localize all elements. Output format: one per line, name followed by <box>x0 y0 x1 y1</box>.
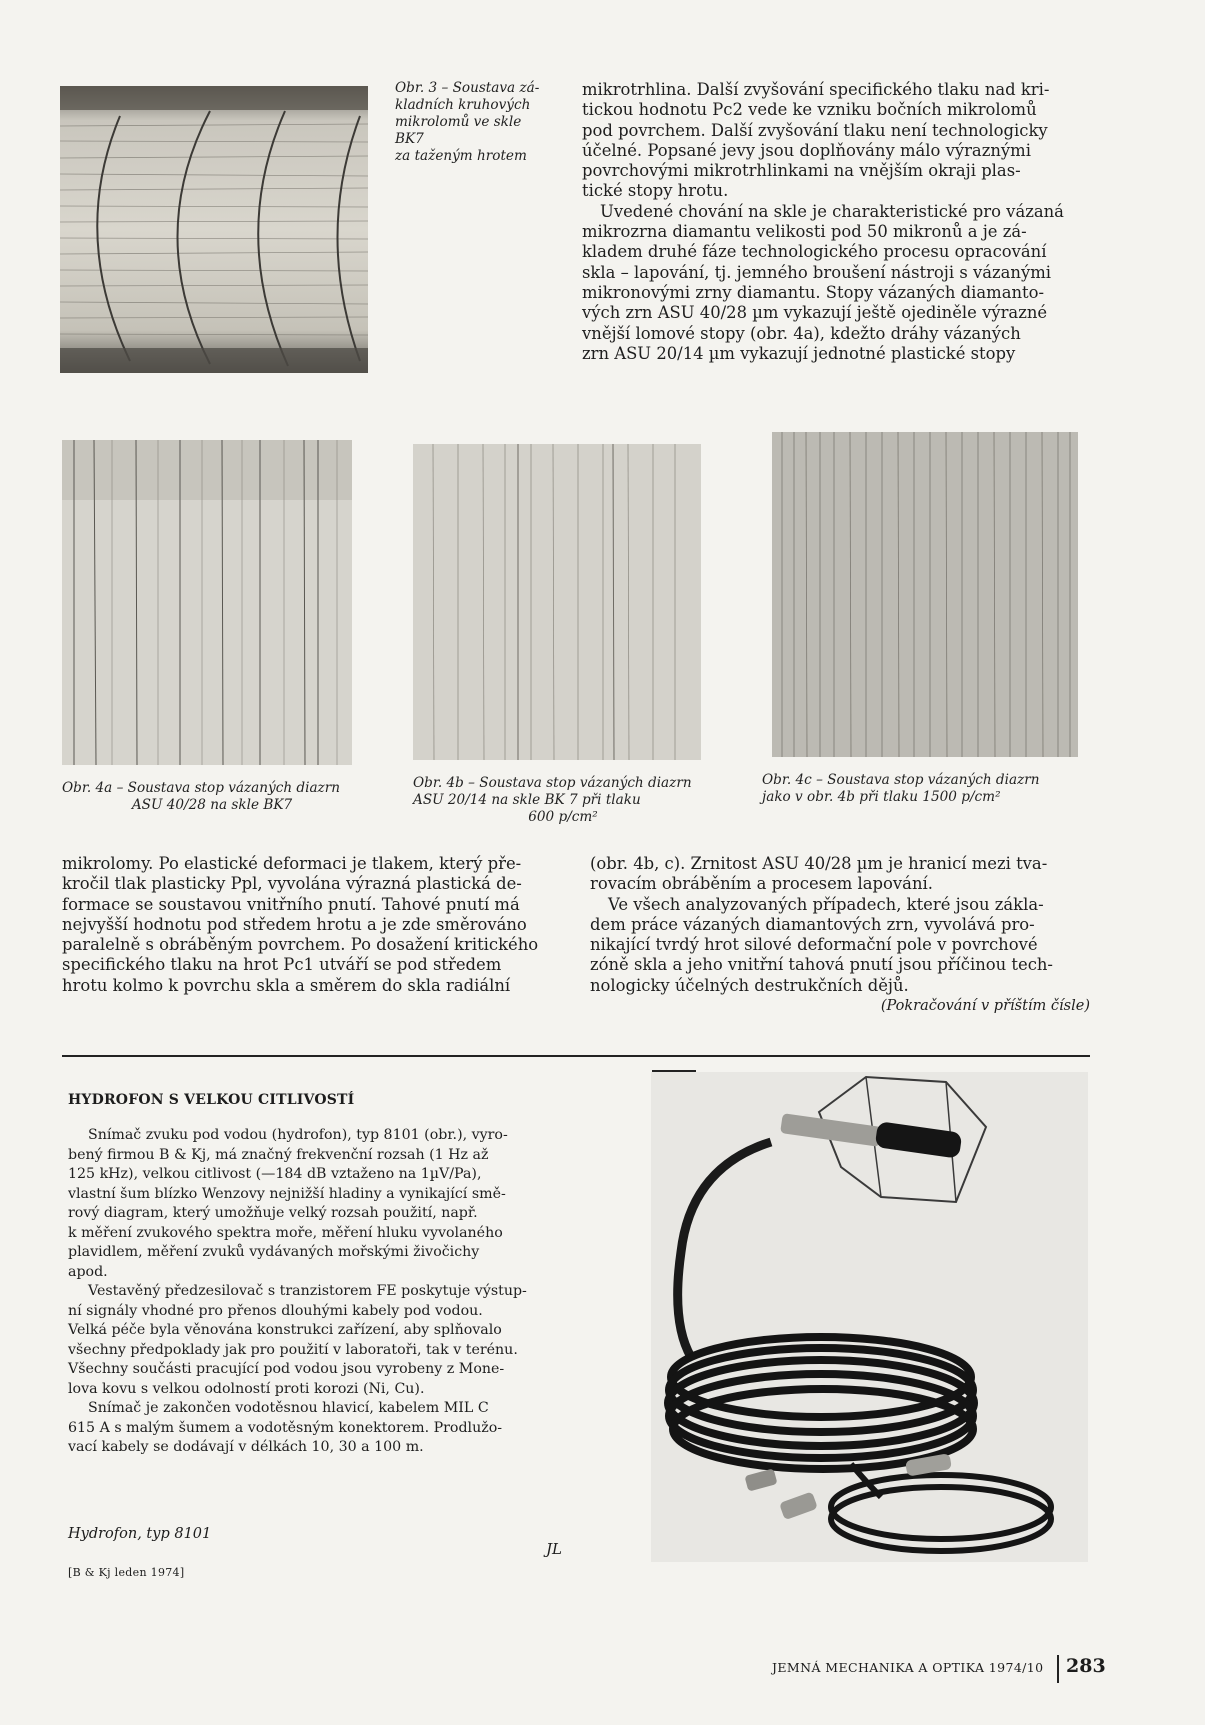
text-line: účelné. Popsané jevy jsou doplňovány málo výraznými <box>582 140 1031 160</box>
text-line: Všechny součásti pracující pod vodou jsou vyrobeny z Mone- <box>68 1361 505 1377</box>
caption-line: 600 p/cm² <box>528 809 598 825</box>
top-right-text <box>582 80 1086 364</box>
caption-line: mikrolomů ve skle <box>395 114 522 130</box>
figure-3-photo <box>60 86 368 373</box>
text-line: plavidlem, měření zvuků vydávaných mořskými živočichy <box>68 1244 480 1260</box>
caption-line: Obr. 4b – Soustava stop vázaných diazrn <box>413 775 692 791</box>
text-line: hrotu kolmo k povrchu skla a směrem do skla radiální <box>62 975 511 995</box>
journal-footer: JEMNÁ MECHANIKA A OPTIKA 1974/10 <box>772 1660 1044 1675</box>
text-line: dem práce vázaných diamantových zrn, vyvolává pro- <box>590 914 1035 934</box>
caption-line: BK7 <box>395 131 424 147</box>
text-line: k měření zvukového spektra moře, měření hluku vyvolaného <box>68 1224 503 1241</box>
text-line: rový diagram, který umožňuje velký rozsah použití, např. <box>68 1205 478 1221</box>
text-line: 615 A s malým šumem a vodotěsným konektorem. Prodlužo- <box>68 1419 503 1436</box>
text-line: vých zrn ASU 40/28 µm vykazují ještě ojediněle výrazné <box>582 303 1048 323</box>
text-line: kročil tlak plasticky Ppl, vyvolána výrazná plastická de- <box>62 874 522 894</box>
caption-line: Obr. 4a – Soustava stop vázaných diazrn <box>62 780 340 796</box>
figure-4b-photo <box>413 444 701 760</box>
text-line: Snímač zvuku pod vodou (hydrofon), typ 8101 (obr.), vyro- <box>88 1127 508 1143</box>
text-line: lova kovu s velkou odolností proti korozi (Ni, Cu). <box>68 1380 425 1397</box>
caption-line: Obr. 3 – Soustava zá- <box>395 80 540 96</box>
text-line: Ve všech analyzovaných případech, které jsou zákla- <box>608 894 1044 914</box>
figure-4b-caption <box>413 775 713 826</box>
caption-line: ASU 40/28 na skle BK7 <box>131 797 293 813</box>
caption-line: Obr. 4c – Soustava stop vázaných diazrn <box>762 772 1040 788</box>
text-line: povrchovými mikrotrhlinkami na vnějším okraji plas- <box>582 161 1021 181</box>
page-number: 283 <box>1066 1655 1106 1677</box>
caption-line: jako v obr. 4b při tlaku 1500 p/cm² <box>762 789 1001 805</box>
continuation-note: (Pokračování v příštím čísle) <box>880 998 1090 1015</box>
text-line: paralelně s obráběným povrchem. Po dosažení kritického <box>62 935 539 955</box>
text-line: mikrolomy. Po elastické deformaci je tlakem, který pře- <box>62 854 522 873</box>
middle-right-text <box>590 854 1090 1016</box>
text-line: skla – lapování, tj. jemného broušení nástroji s vázanými <box>582 262 1051 282</box>
text-line: (obr. 4b, c). Zrnitost ASU 40/28 µm je hranicí mezi tva- <box>590 854 1048 873</box>
caption-line: kladních kruhových <box>395 97 531 113</box>
text-line: apod. <box>68 1263 108 1280</box>
text-line: pod povrchem. Další zvyšování tlaku není technologicky <box>582 120 1048 140</box>
text-line: bený firmou B & Kj, má značný frekvenční rozsah (1 Hz až <box>68 1146 489 1163</box>
text-line: nejvyšší hodnotu pod středem hrotu a je zde směrováno <box>62 914 527 934</box>
middle-left-text <box>62 854 567 996</box>
article-title: HYDROFON S VELKOU CITLIVOSTÍ <box>68 1092 355 1108</box>
text-line: vací kabely se dodávají v délkách 10, 30 a 100 m. <box>68 1439 424 1455</box>
text-line: Snímač je zakončen vodotěsnou hlavicí, kabelem MIL C <box>88 1400 489 1416</box>
text-line: mikrotrhlina. Další zvyšování specifického tlaku nad kri- <box>582 80 1050 99</box>
text-line: zóně skla a jeho vnitřní tahová pnutí jsou příčinou tech- <box>590 955 1053 975</box>
figure-4a-caption <box>62 780 362 814</box>
text-line: tické stopy hrotu. <box>582 181 729 201</box>
figure-4a-photo <box>62 440 352 765</box>
figure-4c-caption <box>762 772 1082 806</box>
article-body <box>68 1126 573 1458</box>
text-line: tickou hodnotu Pc2 vede ke vzniku bočních mikrolomů <box>582 100 1037 120</box>
text-line: zrn ASU 20/14 µm vykazují jednotné plastické stopy <box>582 343 1016 363</box>
text-line: rovacím obráběním a procesem lapování. <box>590 874 933 894</box>
section-divider <box>62 1055 1090 1057</box>
hydrophone-photo <box>651 1072 1088 1562</box>
text-line: 125 kHz), velkou citlivost (—184 dB vztaženo na 1µV/Pa), <box>68 1166 482 1182</box>
text-line: Uvedené chování na skle je charakteristické pro vázaná <box>600 201 1064 221</box>
text-line: specifického tlaku na hrot Pc1 utváří se pod středem <box>62 955 502 975</box>
text-line: ní signály vhodné pro přenos dlouhými kabely pod vodou. <box>68 1302 483 1319</box>
text-line: nikající tvrdý hrot silové deformační pole v povrchové <box>590 935 1038 955</box>
text-line: Vestavěný předzesilovač s tranzistorem FE poskytuje výstup- <box>88 1283 527 1299</box>
text-line: kladem druhé fáze technologického procesu opracování <box>582 242 1047 262</box>
text-line: Velká péče byla věnována konstrukci zařízení, aby splňovalo <box>68 1322 502 1338</box>
text-line: mikrozrna diamantu velikosti pod 50 mikronů a je zá- <box>582 222 1027 242</box>
article-author: JL <box>546 1540 562 1558</box>
caption-line: ASU 20/14 na skle BK 7 při tlaku <box>413 792 641 808</box>
text-line: všechny předpoklady jak pro použití v laboratoři, tak v terénu. <box>68 1341 518 1358</box>
photo-caption: Hydrofon, typ 8101 <box>68 1526 212 1542</box>
text-line: formace se soustavou vnitřního pnutí. Tahové pnutí má <box>62 894 520 914</box>
footer-separator <box>1057 1655 1059 1683</box>
text-line: mikronovými zrny diamantu. Stopy vázaných diamanto- <box>582 282 1045 302</box>
article-source: [B & Kj leden 1974] <box>68 1566 185 1579</box>
text-line: nologicky účelných destrukčních dějů. <box>590 975 909 995</box>
text-line: vlastní šum blízko Wenzovy nejnižší hladiny a vynikající smě- <box>68 1185 506 1202</box>
figure-4c-photo <box>772 432 1078 757</box>
figure-3-caption <box>395 80 545 165</box>
text-line: vnější lomové stopy (obr. 4a), kdežto dráhy vázaných <box>582 323 1021 343</box>
caption-line: za taženým hrotem <box>395 148 527 164</box>
